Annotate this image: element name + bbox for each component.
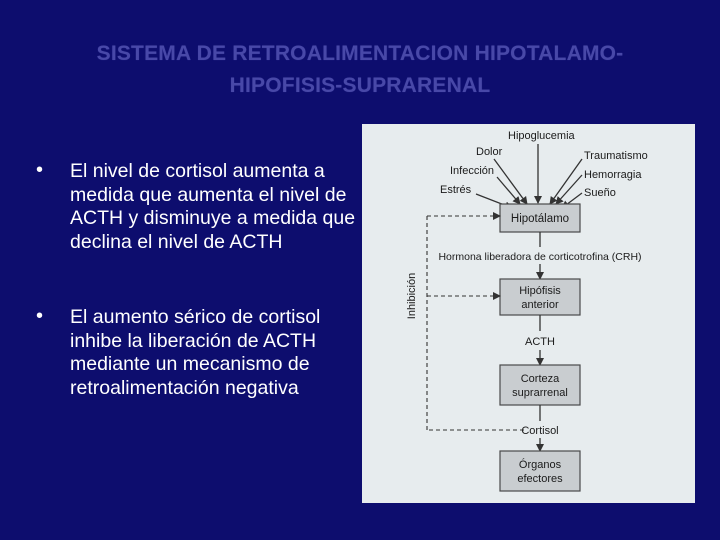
label-hipofisis-2: anterior xyxy=(521,299,559,311)
feedback-diagram xyxy=(362,124,695,503)
label-hipofisis-1: Hipófisis xyxy=(519,285,561,297)
label-dolor: Dolor xyxy=(476,146,503,158)
label-cortisol: Cortisol xyxy=(521,425,559,437)
box-organos xyxy=(500,451,580,491)
box-corteza xyxy=(500,365,580,405)
label-acth: ACTH xyxy=(525,336,555,348)
bullet-item xyxy=(30,160,360,254)
arrow-dolor xyxy=(494,159,527,204)
bullet-text: El nivel de cortisol aumenta a medida que aumenta el nivel de ACTH y disminuye a medida que declina el nivel de ACTH xyxy=(70,160,356,253)
label-corteza-1: Corteza xyxy=(520,373,560,385)
label-sueno: Sueño xyxy=(584,187,616,199)
label-inhibicion: Inhibición xyxy=(406,272,418,320)
title-line-2: HIPOFISIS-SUPRARENAL xyxy=(229,74,491,97)
label-traumatismo: Traumatismo xyxy=(584,150,648,162)
label-corteza-2: suprarrenal xyxy=(512,387,568,399)
diagram-svg xyxy=(362,124,695,503)
label-organos-2: efectores xyxy=(517,473,563,485)
slide-title xyxy=(40,38,680,102)
title-line-1: SISTEMA DE RETROALIMENTACION HIPOTALAMO- xyxy=(96,42,624,65)
label-hemorragia: Hemorragia xyxy=(584,169,642,181)
label-hipotalamo: Hipotálamo xyxy=(510,213,570,225)
bullet-text: El aumento sérico de cortisol inhibe la liberación de ACTH mediante un mecanismo de retroalimentación negativa xyxy=(70,306,321,399)
label-organos-1: Órganos xyxy=(518,459,562,471)
label-estres: Estrés xyxy=(440,184,472,196)
label-infeccion: Infección xyxy=(450,165,495,177)
bullet-dot: • xyxy=(36,159,44,181)
label-crh: Hormona liberadora de corticotrofina (CRH) xyxy=(438,251,642,263)
bullet-list xyxy=(30,160,360,400)
bullet-item xyxy=(30,306,360,400)
label-hipoglucemia: Hipoglucemia xyxy=(508,130,575,142)
bullet-dot: • xyxy=(36,305,44,327)
